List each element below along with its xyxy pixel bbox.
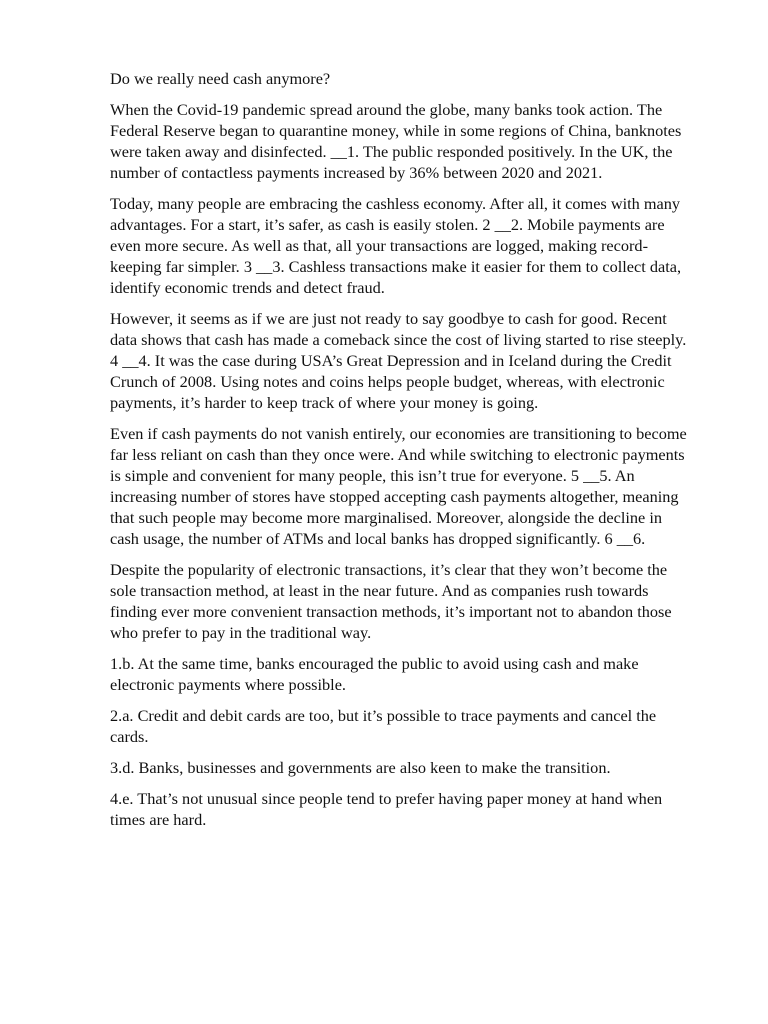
answer-1: 1.b. At the same time, banks encouraged the public to avoid using cash and make electronic payments where possible. — [110, 654, 639, 694]
paragraph-1: When the Covid-19 pandemic spread around the globe, many banks took action. The Federal Reserve began to quarantine money, while in some regions of China, banknotes were taken away and disinfected. __1. The public responded positively. In the UK, the number of contactless payments increased by 36% between 2020 and 2021. — [110, 100, 682, 182]
answer-2: 2.a. Credit and debit cards are too, but it’s possible to trace payments and cancel the cards. — [110, 706, 657, 746]
document-title: Do we really need cash anymore? — [110, 69, 331, 88]
answer-3: 3.d. Banks, businesses and governments are also keen to make the transition. — [110, 758, 611, 777]
paragraph-2: Today, many people are embracing the cashless economy. After all, it comes with many advantages. For a start, it’s safer, as cash is easily stolen. 2 __2. Mobile payments are even more secure. As well as that, all your transactions are logged, making record-keeping far simpler. 3 __3. Cashless transactions make it easier for them to collect data, identify economic trends and detect fraud. — [110, 194, 682, 297]
answer-4: 4.e. That’s not unusual since people tend to prefer having paper money at hand when times are hard. — [110, 789, 663, 829]
document-body — [110, 68, 690, 840]
paragraph-5: Despite the popularity of electronic transactions, it’s clear that they won’t become the sole transaction method, at least in the near future. And as companies rush towards finding ever more convenient transaction methods, it’s important not to abandon those who prefer to pay in the traditional way. — [110, 560, 672, 642]
paragraph-4: Even if cash payments do not vanish entirely, our economies are transitioning to become far less reliant on cash than they once were. And while switching to electronic payments is simple and convenient for many people, this isn’t true for everyone. 5 __5. An increasing number of stores have stopped accepting cash payments altogether, meaning that such people may become more marginalised. Moreover, alongside the decline in cash usage, the number of ATMs and local banks has dropped significantly. 6 __6. — [110, 424, 687, 548]
paragraph-3: However, it seems as if we are just not ready to say goodbye to cash for good. Recent data shows that cash has made a comeback since the cost of living started to rise steeply. 4 __4. It was the case during USA’s Great Depression and in Iceland during the Credit Crunch of 2008. Using notes and coins helps people budget, whereas, with electronic payments, it’s harder to keep track of where your money is going. — [110, 309, 687, 412]
